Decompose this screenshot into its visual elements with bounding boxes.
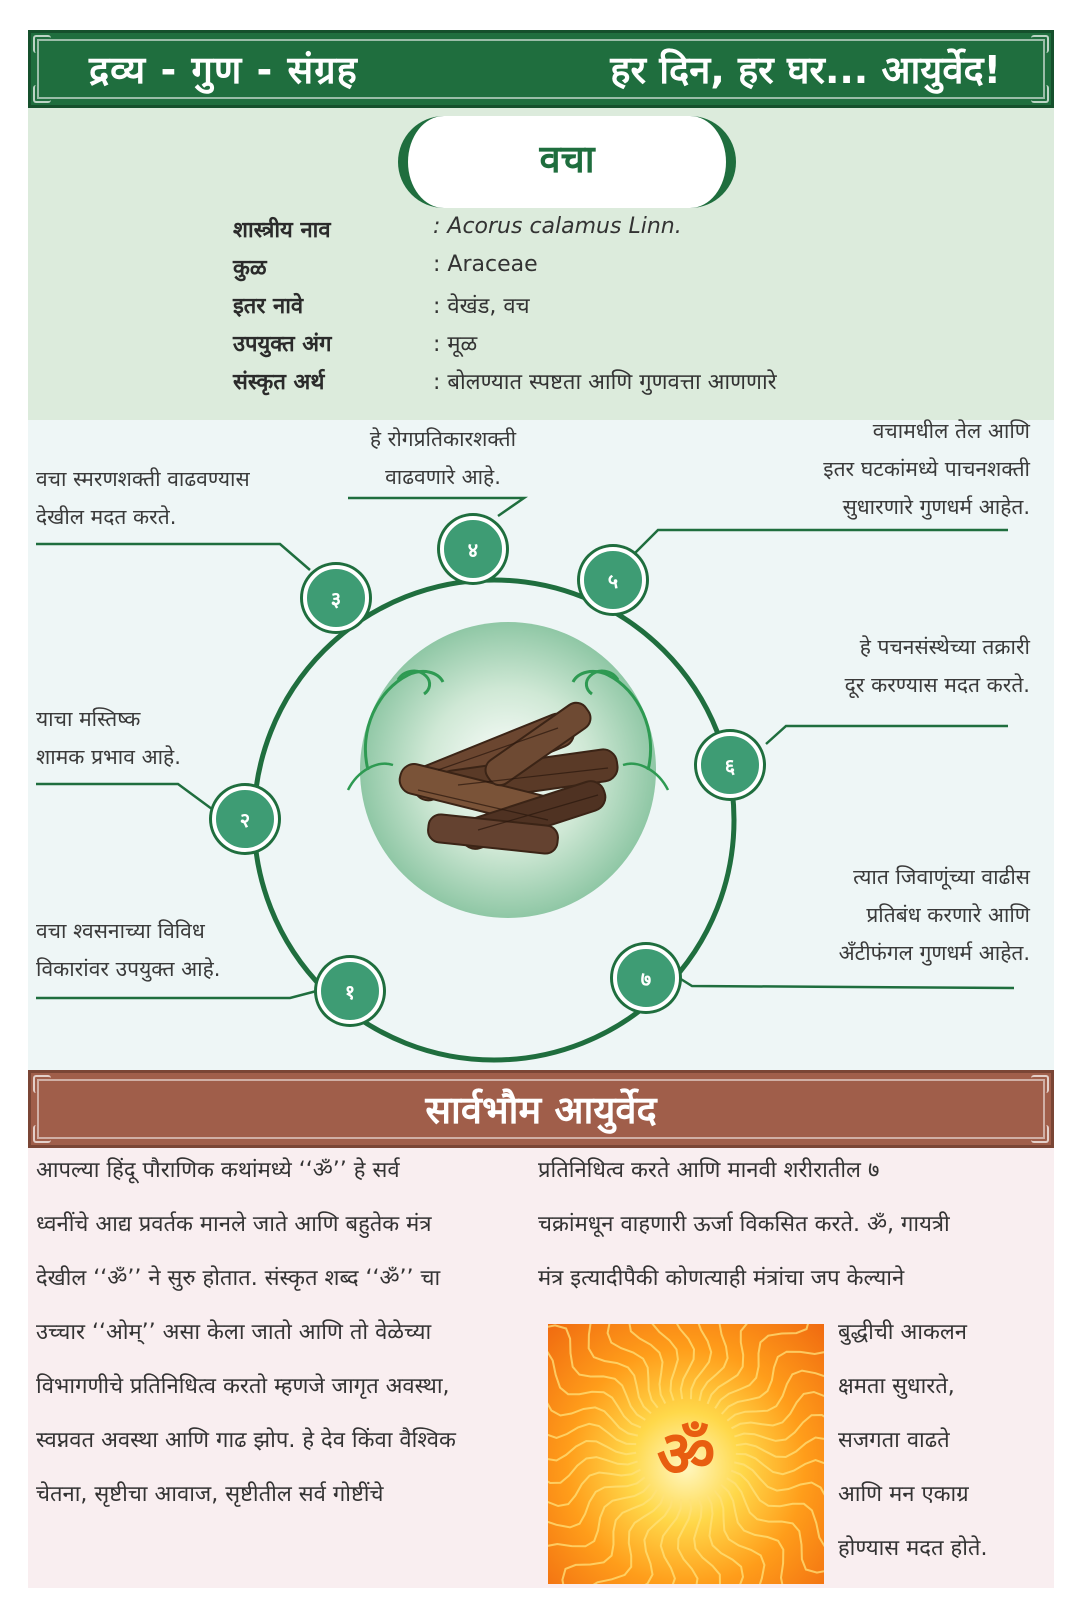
- note-line: प्रतिबंध करणारे आणि: [866, 903, 1030, 927]
- info-label: इतर नावे: [233, 294, 304, 319]
- article-line: बुद्धीची आकलन: [838, 1320, 968, 1345]
- article-line: क्षमता सुधारते,: [838, 1374, 955, 1399]
- section-banner: [28, 1070, 1054, 1148]
- article-line: देखील ‘‘ॐ’’ ने सुरु होतात. संस्कृत शब्द ‘‘ॐ’’ चा: [36, 1266, 441, 1291]
- article-line: आणि मन एकाग्र: [838, 1482, 969, 1507]
- info-label: शास्त्रीय नाव: [233, 218, 331, 243]
- sun-ray: [722, 1325, 824, 1414]
- benefit-note-2: [36, 700, 181, 776]
- sun-ray: [694, 1497, 721, 1584]
- sun-ray: [587, 1494, 664, 1584]
- sun-ray: [614, 1497, 673, 1584]
- article-line: चक्रांमधून वाहणारी ऊर्जा विकसित करते. ॐ, गायत्री: [538, 1212, 950, 1237]
- note-line: दूर करण्यास मदत करते.: [844, 673, 1030, 697]
- benefit-node-4: ४: [440, 516, 506, 582]
- sun-ray: [721, 1485, 810, 1584]
- note-line: शामक प्रभाव आहे.: [36, 745, 181, 769]
- banner-title: सार्वभौम आयुर्वेद: [425, 1088, 657, 1132]
- om-article: [28, 1148, 1054, 1588]
- benefit-note-3: [36, 460, 250, 536]
- benefit-node-5: ५: [580, 547, 646, 613]
- benefit-note-6: [670, 628, 1030, 704]
- article-line: सजगता वाढते: [838, 1428, 950, 1453]
- article-line: उच्चार ‘‘ओम्’’ असा केला जातो आणि तो वेळेच्या: [36, 1320, 432, 1345]
- note-line: अँटीफंगल गुणधर्म आहेत.: [838, 941, 1030, 965]
- connector-4: [348, 498, 524, 516]
- corner-ornament: [33, 35, 51, 53]
- note-line: देखील मदत करते.: [36, 505, 177, 529]
- article-line: होण्यास मदत होते.: [838, 1536, 988, 1561]
- connector-6: [766, 726, 1008, 744]
- herb-info-panel: [28, 108, 1054, 420]
- benefit-note-4: [328, 420, 558, 496]
- corner-ornament: [1031, 85, 1049, 103]
- note-line: इतर घटकांमध्ये पाचनशक्ती: [823, 457, 1030, 481]
- benefit-node-2: २: [212, 786, 278, 852]
- note-line: याचा मस्तिष्क: [36, 707, 141, 731]
- article-line: प्रतिनिधित्व करते आणि मानवी शरीरातील ७: [538, 1158, 880, 1183]
- article-left-column: [36, 1144, 510, 1522]
- info-label: संस्कृत अर्थ: [233, 370, 325, 395]
- article-right-column: [538, 1144, 1028, 1306]
- sun-ray: [714, 1490, 783, 1584]
- note-line: वचा स्मरणशक्ती वाढवण्यास: [36, 467, 250, 491]
- article-line: ध्वनींचे आद्य प्रवर्तक मानले जाते आणि बहुतेक मंत्र: [36, 1212, 432, 1237]
- benefit-node-7: ७: [613, 945, 679, 1011]
- info-value: : Acorus calamus Linn.: [433, 214, 682, 239]
- note-line: सुधारणारे गुणधर्म आहेत.: [842, 495, 1030, 519]
- herb-name: वचा: [539, 137, 595, 181]
- note-line: वाढवणारे आहे.: [385, 465, 501, 489]
- sun-ray: [548, 1484, 650, 1573]
- connector-3: [36, 544, 310, 570]
- note-line: विकारांवर उपयुक्त आहे.: [36, 957, 221, 981]
- note-line: त्यात जिवाणूंच्या वाढीस: [853, 865, 1030, 889]
- note-line: हे पचनसंस्थेच्या तक्रारी: [859, 635, 1030, 659]
- article-side-column: [838, 1306, 1028, 1576]
- article-line: चेतना, सृष्टीचा आवाज, सृष्टीतील सर्व गोष्टींचे: [36, 1482, 384, 1507]
- info-value: : Araceae: [433, 252, 538, 277]
- acorus-root-illustration: [328, 620, 688, 920]
- benefit-note-5: [630, 412, 1030, 526]
- connector-1: [36, 988, 328, 998]
- benefit-note-1: [36, 912, 220, 988]
- info-label: कुळ: [233, 256, 267, 281]
- benefit-node-3: ३: [303, 565, 369, 631]
- connector-2: [36, 784, 216, 812]
- sun-ray: [671, 1499, 698, 1584]
- sun-ray: [691, 1324, 731, 1399]
- benefit-note-7: [670, 858, 1030, 972]
- tagline: हर दिन, हर घर... आयुर्वेद!: [610, 48, 1001, 92]
- corner-ornament: [33, 85, 51, 103]
- sun-ray: [619, 1324, 665, 1404]
- connector-5: [634, 530, 1008, 554]
- article-line: विभागणीचे प्रतिनिधित्व करतो म्हणजे जागृत अवस्था,: [36, 1374, 450, 1399]
- sun-ray: [675, 1324, 702, 1399]
- article-line: स्वप्नवत अवस्था आणि गाढ झोप. हे देव किंवा वैश्विक: [36, 1428, 456, 1453]
- om-icon: ॐ: [656, 1418, 716, 1492]
- note-line: हे रोगप्रतिकारशक्ती: [369, 427, 517, 451]
- article-line: मंत्र इत्यादीपैकी कोणत्याही मंत्रांचा जप केल्याने: [538, 1266, 905, 1291]
- connector-7: [676, 976, 1014, 988]
- info-value: : मूळ: [433, 332, 478, 357]
- herb-name-pill: [398, 116, 736, 208]
- article-line: आपल्या हिंदू पौराणिक कथांमध्ये ‘‘ॐ’’ हे सर्व: [36, 1158, 400, 1183]
- sun-ray: [642, 1499, 682, 1584]
- benefit-node-1: १: [317, 958, 383, 1024]
- om-symbol-image: [548, 1324, 824, 1584]
- note-line: वचामधील तेल आणि: [872, 419, 1030, 443]
- series-title: द्रव्य - गुण - संग्रह: [89, 48, 358, 92]
- info-value: : बोलण्यात स्पष्टता आणि गुणवत्ता आणणारे: [433, 370, 777, 395]
- note-line: वचा श्वसनाच्या विविध: [36, 919, 205, 943]
- benefits-diagram: [28, 420, 1054, 1070]
- sun-ray: [548, 1325, 645, 1420]
- top-header-bar: [28, 30, 1054, 108]
- sun-ray: [708, 1324, 785, 1404]
- info-value: : वेखंड, वच: [433, 294, 530, 319]
- corner-ornament: [1031, 35, 1049, 53]
- benefit-node-6: ६: [697, 732, 763, 798]
- info-label: उपयुक्त अंग: [233, 332, 332, 357]
- sun-ray: [651, 1324, 678, 1401]
